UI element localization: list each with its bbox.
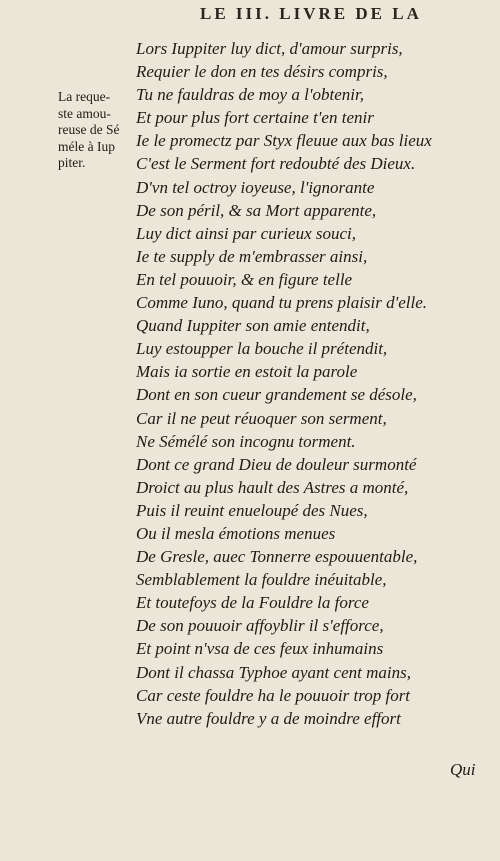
- verse-line: Car ceste fouldre ha le pouuoir trop fort: [136, 685, 411, 705]
- verse-line: De Gresle, auec Tonnerre espouuentable,: [136, 547, 418, 567]
- verse-line: Et pour plus fort certaine t'en tenir: [136, 108, 374, 128]
- catchword: Qui: [450, 760, 476, 779]
- verse-line: Droict au plus hault des Astres a monté,: [136, 477, 409, 497]
- verse-line: Mais ia sortie en estoit la parole: [136, 362, 358, 382]
- margin-note-line: piter.: [58, 155, 86, 170]
- verse-line: Dont il chassa Typhoe ayant cent mains,: [136, 662, 411, 682]
- margin-note-line: reuse de Sé: [58, 122, 120, 137]
- verse-block: [136, 37, 476, 730]
- running-header: LE III. LIVRE DE LA: [200, 4, 422, 23]
- verse-line: Ne Sémélé son incognu torment.: [136, 431, 356, 451]
- verse-line: Comme Iuno, quand tu prens plaisir d'elle.: [136, 293, 428, 313]
- margin-note-line: La reque-: [58, 89, 111, 104]
- verse-line: D'vn tel octroy ioyeuse, l'ignorante: [136, 177, 375, 197]
- verse-line: Tu ne fauldras de moy a l'obtenir,: [136, 85, 364, 105]
- margin-note-line: méle à Iup: [58, 138, 115, 154]
- verse-line: En tel pouuoir, & en figure telle: [136, 269, 353, 289]
- verse-line: Lors Iuppiter luy dict, d'amour surpris,: [136, 39, 403, 58]
- margin-note: [58, 89, 138, 172]
- verse-line: Ou il mesla émotions menues: [136, 523, 336, 543]
- verse-line: Et toutefoys de la Fouldre la force: [136, 593, 369, 613]
- margin-note-line: ste amou-: [58, 105, 111, 121]
- verse-line: De son péril, & sa Mort apparente,: [136, 200, 377, 220]
- verse-line: Puis il reuint enueloupé des Nues,: [136, 500, 368, 520]
- verse-line: Ie te supply de m'embrasser ainsi,: [136, 246, 368, 266]
- verse-line: Et point n'vsa de ces feux inhumains: [136, 639, 384, 659]
- verse-line: Semblablement la fouldre inéuitable,: [136, 570, 387, 590]
- verse-line: Dont en son cueur grandement se désole,: [136, 385, 417, 405]
- verse-line: Dont ce grand Dieu de douleur surmonté: [136, 454, 417, 474]
- verse-line: Luy dict ainsi par curieux souci,: [136, 223, 357, 243]
- verse-line: Vne autre fouldre y a de moindre effort: [136, 708, 401, 728]
- verse-line: Ie le promectz par Styx fleuue aux bas lieux: [136, 131, 432, 151]
- verse-line: De son pouuoir affoyblir il s'efforce,: [136, 616, 384, 636]
- verse-line: Requier le don en tes désirs compris,: [136, 62, 388, 82]
- verse-line: C'est le Serment fort redoubté des Dieux.: [136, 154, 416, 174]
- verse-line: Car il ne peut réuoquer son serment,: [136, 408, 387, 428]
- verse-line: Luy estoupper la bouche il prétendit,: [136, 339, 388, 359]
- verse-line: Quand Iuppiter son amie entendit,: [136, 316, 370, 336]
